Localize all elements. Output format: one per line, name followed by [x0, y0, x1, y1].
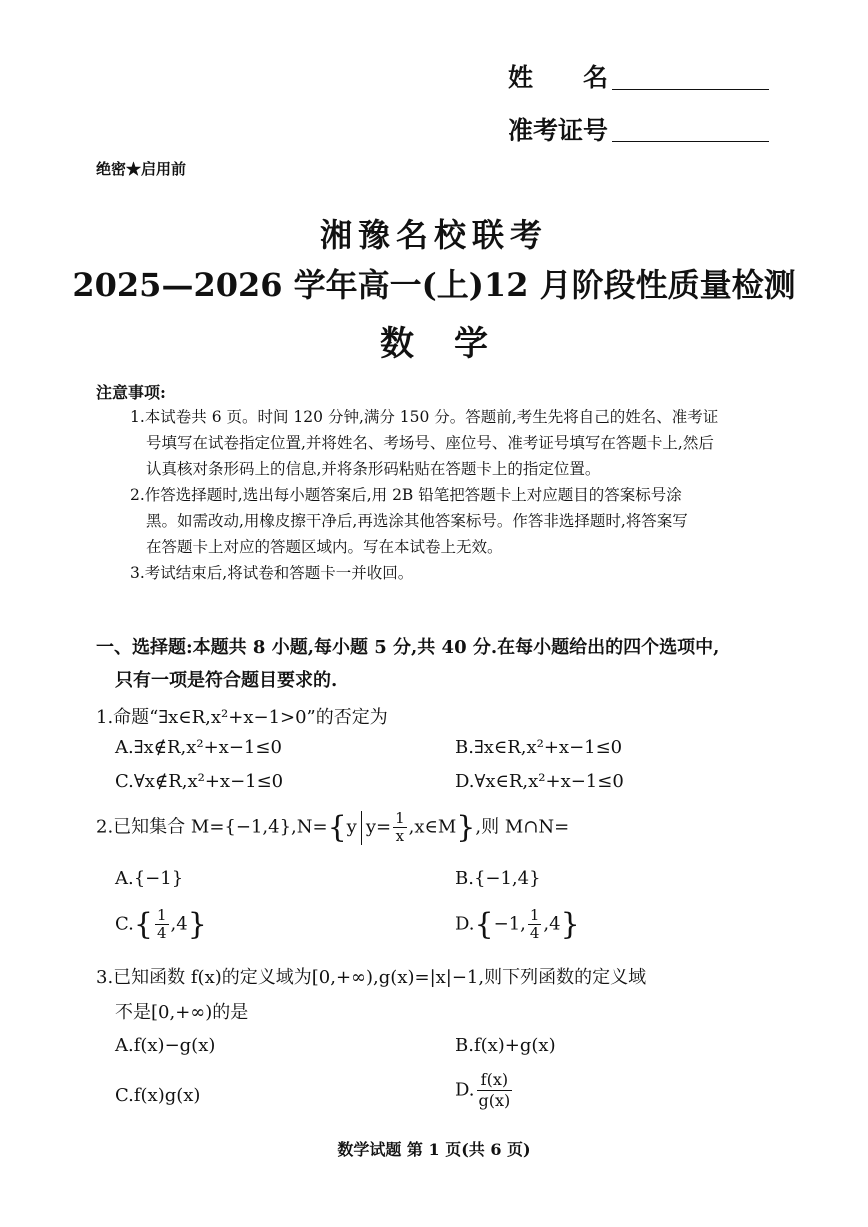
option-fraction [477, 1070, 513, 1111]
right-brace: } [187, 907, 207, 942]
fraction-numerator: 1 [529, 906, 540, 924]
option-tail: ,4 [543, 913, 561, 935]
fraction-denominator: 4 [156, 924, 167, 942]
left-brace: { [327, 810, 347, 845]
q1-option-b: B.∃x∈R,x²+x−1≤0 [455, 737, 623, 758]
exam-subtitle: 2025—2026 学年高一(上)12 月阶段性质量检测 [72, 266, 796, 304]
section-heading: 一、选择题:本题共 8 小题,每小题 5 分,共 40 分.在每小题给出的四个选项中, [96, 637, 720, 658]
q2-set-eq: y= [365, 816, 392, 838]
subject-title: 数学 [380, 324, 528, 364]
q3-option-b: B.f(x)+g(x) [455, 1035, 556, 1056]
q2-stem-start: 2.已知集合 M={−1,4},N= [96, 816, 328, 838]
exam-id-blank[interactable] [612, 141, 769, 142]
q2-option-d [455, 907, 580, 942]
exam-title: 湘豫名校联考 [319, 216, 548, 254]
q2-option-c [115, 907, 207, 942]
q1-option-c: C.∀x∉R,x²+x−1≤0 [115, 771, 284, 792]
q2-set-cond: ,x∈M [408, 816, 457, 838]
fraction-numerator: 1 [156, 906, 167, 924]
name-blank[interactable] [612, 89, 769, 90]
q2-option-a: A.{−1} [115, 868, 184, 889]
notice-line: 3.考试结束后,将试卷和答题卡一并收回。 [130, 564, 414, 582]
fraction-numerator: 1 [395, 809, 405, 827]
q2-fraction [393, 810, 407, 845]
notice-line: 认真核对条形码上的信息,并将条形码粘贴在答题卡上的指定位置。 [146, 460, 601, 478]
option-tail: ,4 [170, 913, 188, 935]
q3-option-a: A.f(x)−g(x) [115, 1035, 216, 1056]
notice-line: 号填写在试卷指定位置,并将姓名、考场号、座位号、准考证号填写在答题卡上,然后 [146, 434, 714, 452]
question-3-stem: 3.已知函数 f(x)的定义域为[0,+∞),g(x)=|x|−1,则下列函数的定义域 [96, 967, 647, 988]
q3-option-d [455, 1070, 514, 1111]
fraction-denominator: x [395, 827, 405, 845]
option-label: D. [455, 1079, 475, 1101]
notice-line: 2.作答选择题时,选出每小题答案后,用 2B 铅笔把答题卡上对应题目的答案标号涂 [130, 486, 682, 504]
option-fraction [155, 907, 169, 942]
fraction-denominator: g(x) [478, 1091, 511, 1110]
question-2-stem [96, 810, 569, 845]
notice-heading: 注意事项: [96, 383, 166, 402]
option-fraction [528, 907, 542, 942]
fraction-denominator: 4 [529, 924, 540, 942]
right-brace: } [560, 907, 580, 942]
secret-mark: 绝密★启用前 [96, 160, 187, 178]
question-3-stem-cont: 不是[0,+∞)的是 [115, 1002, 249, 1023]
q2-option-b: B.{−1,4} [455, 868, 541, 889]
option-label: D. [455, 913, 475, 935]
left-brace: { [474, 907, 494, 942]
notice-block [130, 404, 790, 586]
page-footer: 数学试题 第 1 页(共 6 页) [337, 1140, 531, 1159]
section-heading-cont: 只有一项是符合题目要求的. [115, 670, 338, 691]
right-brace: } [456, 810, 476, 845]
option-label: C. [115, 913, 134, 935]
set-divider [361, 811, 362, 845]
name-label: 姓 名 [508, 63, 609, 92]
q2-set-var: y [346, 816, 357, 838]
question-1-stem: 1.命题“∃x∈R,x²+x−1>0”的否定为 [96, 707, 388, 728]
q2-stem-end: ,则 M∩N= [475, 816, 570, 838]
notice-line: 在答题卡上对应的答题区域内。写在本试卷上无效。 [146, 538, 503, 556]
notice-line: 1.本试卷共 6 页。时间 120 分钟,满分 150 分。答题前,考生先将自己的姓名、准考证 [130, 408, 719, 426]
left-brace: { [133, 907, 153, 942]
q1-option-a: A.∃x∉R,x²+x−1≤0 [115, 737, 282, 758]
exam-id-label: 准考证号 [508, 116, 609, 145]
q3-option-c: C.f(x)g(x) [115, 1085, 201, 1106]
option-head: −1, [493, 913, 526, 935]
fraction-numerator: f(x) [477, 1070, 513, 1091]
notice-line: 黑。如需改动,用橡皮擦干净后,再选涂其他答案标号。作答非选择题时,将答案写 [146, 512, 688, 530]
q1-option-d: D.∀x∈R,x²+x−1≤0 [455, 771, 624, 792]
